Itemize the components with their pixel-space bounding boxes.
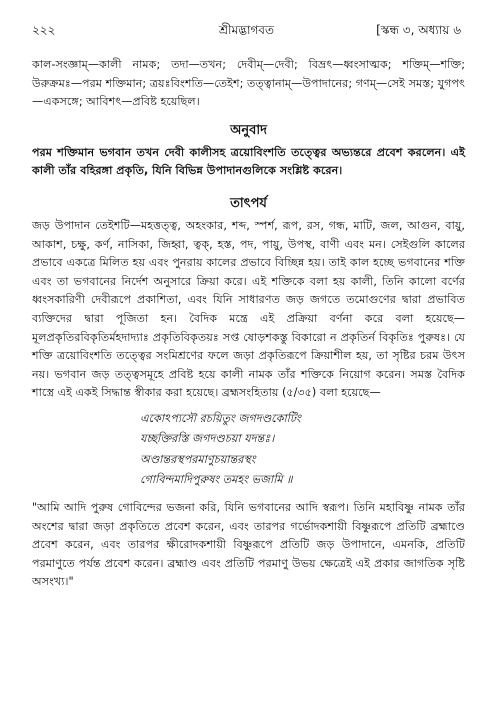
verse-line: অণ্ডান্তরস্থপরমাণুচয়ান্তরস্থং — [140, 452, 256, 466]
translation-heading: অনুবাদ — [230, 122, 267, 138]
page-body — [32, 56, 465, 592]
verse-line: যচ্ছক্তিরস্তি জগদণ্ডচয়া যদন্তঃ। — [140, 432, 275, 446]
page-number: ২২২ — [32, 23, 56, 37]
purport-heading: তাৎপর্য — [230, 195, 267, 211]
verse-line: গোবিন্দমাদিপুরুষং তমহং ভজামি ॥ — [140, 473, 293, 487]
purport-paragraph: জড় উপাদান তেইশটি—মহত্তত্ত্ব, অহংকার, শব্দ, স্পর্শ, রূপ, রস, গন্ধ, মাটি, জল, আগুন, বায়ু, আকাশ, চক্ষু, কর্ণ, নাসিকা, জিহ্বা, ত্বক্, হস্ত, পদ, পায়ু, উপস্থ, বাণী এবং মন। সেইগুলি কালের প্রভাবে একত্রে মিলিত হয় এবং পুনরায় কালের প্রভাবে বিচ্ছিন্ন হয়। তাই কাল হচ্ছে ভগবানের শক্তি এবং তা ভগবানের নির্দেশ অনুসারে ক্রিয়া করে। এই শক্তিকে বলা হয় কালী, তিনি কালো বর্ণের ধ্বংসকারিণী দেবীরূপে প্রকাশিতা, এবং যিনি সাধারণত জড় জগতে তমোগুণের দ্বারা প্রভাবিত ব্যক্তিদের দ্বারা পূজিতা হন। বৈদিক মন্ত্রে এই প্রক্রিয়া বর্ণনা করে বলা হয়েছে—মূলপ্রকৃতিরবিকৃতির্মহদাদ্যাঃ প্রকৃতিবিকৃতয়ঃ সপ্ত ষোড়শকস্তু বিকারো ন প্রকৃতির্ন বিকৃতিঃ পুরুষঃ। যে শক্তি ত্রয়োবিংশতি তত্ত্বের সংমিশ্রণের ফলে জড়া প্রকৃতিরূপে ক্রিয়াশীল হয়, তা সৃষ্টির চরম উৎস নয়। ভগবান জড় তত্ত্বসমূহে প্রবিষ্ট হয়ে কালী নামক তাঁর শক্তিকে নিয়োগ করেন। সমস্ত বৈদিক শাস্ত্রে এই একই সিদ্ধান্ত স্বীকার করা হয়েছে। ব্রহ্মসংহিতায় (৫/৩৫) বলা হয়েছে— — [32, 218, 465, 400]
running-header — [32, 22, 461, 40]
verse-translation-quote: "আমি আদি পুরুষ গোবিন্দের ভজনা করি, যিনি ভগবানের আদি স্বরূপ। তিনি মহাবিষ্ণু নামক তাঁর অংশের দ্বারা জড়া প্রকৃতিতে প্রবেশ করেন, এবং তারপর গর্ভোদকশায়ী বিষ্ণুরূপে প্রতিটি ব্রহ্মাণ্ডে প্রবেশ করেন, এবং তারপর ক্ষীরোদকশায়ী বিষ্ণুরূপে প্রতিটি জড় উপাদানে, এমনকি, প্রতিটি পরমাণুতে পর্যন্ত প্রবেশ করেন। ব্রহ্মাণ্ড এবং প্রতিটি পরমাণু উভয় ক্ষেত্রেই এই প্রকার জাগতিক সৃষ্টি অসংখ্য।" — [32, 500, 465, 589]
translation-paragraph: পরম শক্তিমান ভগবান তখন দেবী কালীসহ ত্রয়োবিংশতি তত্ত্বের অভ্যন্তরে প্রবেশ করলেন। এই কালী তাঁর বহিরঙ্গা প্রকৃতি, যিনি বিভিন্ন উপাদানগুলিকে সংশ্লিষ্ট করেন। — [32, 145, 465, 178]
book-title: শ্রীমদ্ভাগবত — [218, 23, 274, 37]
sanskrit-verse — [140, 409, 465, 491]
synonyms-paragraph: কাল-সংজ্ঞাম্—কালী নামক; তদা—তখন; দেবীম্—দেবী; বিভ্রৎ—ধ্বংসাত্মক; শক্তিম্—শক্তি; উরুক্রমঃ—পরম শক্তিমান; ত্রয়ঃবিংশতি—তেইশ; তত্ত্বানাম্—উপাদানের; গণম্—সেই সমস্ত; যুগপৎ—একসঙ্গে; আবিশৎ—প্রবিষ্ট হয়েছিল। — [32, 58, 465, 109]
verse-line: একোঽপ্যসৌ রচয়িতুং জগদণ্ডকোটিং — [140, 411, 301, 425]
chapter-reference: [স্কন্ধ ৩, অধ্যায় ৬ — [376, 23, 461, 37]
